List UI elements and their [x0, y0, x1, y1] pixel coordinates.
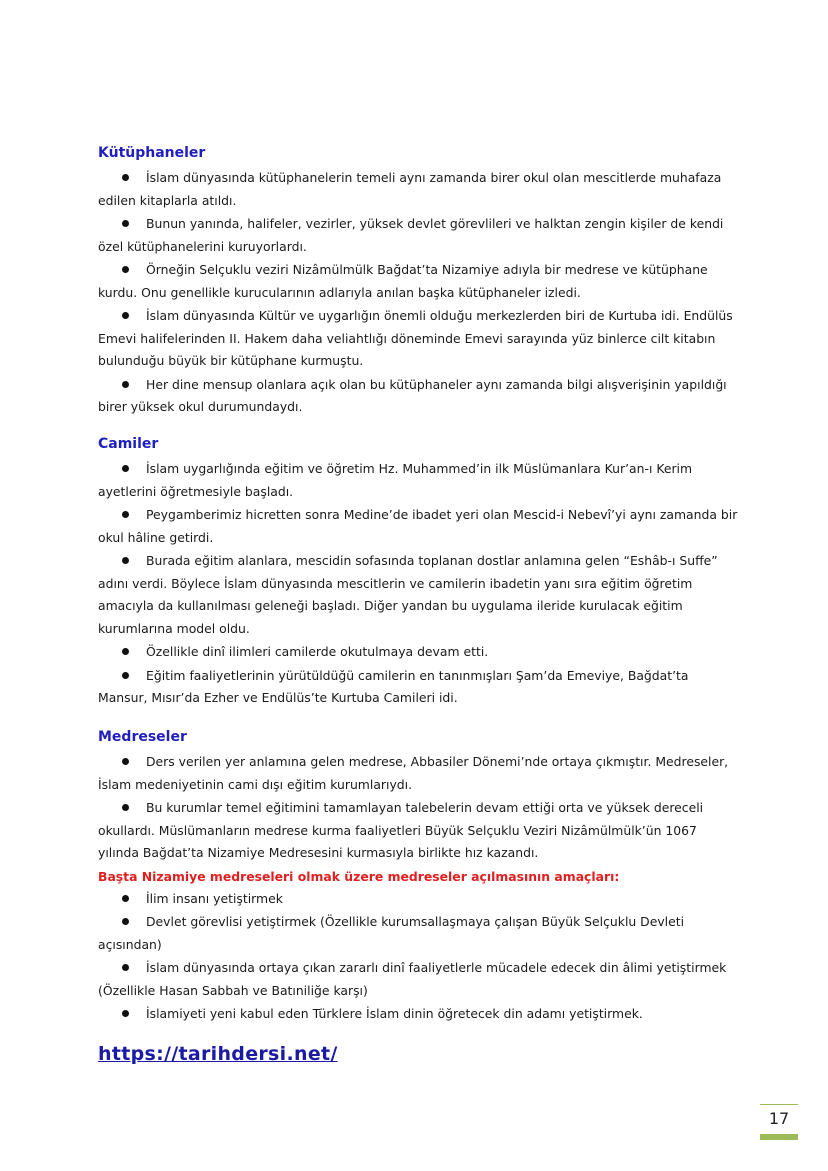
- list-item: İslam dünyasında Kültür ve uygarlığın önemli olduğu merkezlerden biri de Kurtuba idi. Endülüs Emevi halifelerinden II. Hakem daha veliahtlığı döneminde Emevi sarayında yüz binlerce cilt kitabın bulunduğu büyük bir kütüphane kurmuştu.: [98, 308, 733, 368]
- bullet-icon: [122, 804, 129, 811]
- page-number: 17: [768, 1109, 790, 1128]
- list-item: İlim insanı yetiştirmek: [98, 888, 738, 911]
- list-item: İslam dünyasında ortaya çıkan zararlı dinî faaliyetlerle mücadele edecek din âlimi yetiştirmek (Özellikle Hasan Sabbah ve Batıniliğe karşı): [98, 960, 727, 998]
- list-item: Peygamberimiz hicretten sonra Medine’de ibadet yeri olan Mescid-i Nebevî’yi aynı zamanda bir okul hâline getirdi.: [98, 507, 738, 545]
- bullet-icon: [122, 174, 129, 181]
- section-madrasas: [98, 727, 738, 1027]
- bullet-icon: [122, 895, 129, 902]
- bullet-icon: [122, 511, 129, 518]
- list-item: Devlet görevlisi yetiştirmek (Özellikle kurumsallaşmaya çalışan Büyük Selçuklu Devleti açısından): [98, 914, 685, 952]
- list-item: Bu kurumlar temel eğitimini tamamlayan talebelerin devam ettiği orta ve yüksek dereceli okullardı. Müslümanların medrese kurma faaliyetleri Büyük Selçuklu Veziri Nizâmülmülk’ün 1067 yılında Bağdat’ta Nizamiye Medresesini kurmasıyla birlikte hız kazandı.: [98, 800, 704, 860]
- list-item: Bunun yanında, halifeler, vezirler, yüksek devlet görevlileri ve halktan zengin kişiler de kendi özel kütüphanelerini kuruyorlardı.: [98, 216, 724, 254]
- page-number-bar: [760, 1134, 798, 1140]
- bullet-icon: [122, 557, 129, 564]
- bullet-icon: [122, 758, 129, 765]
- bullet-icon: [122, 266, 129, 273]
- page-number-box: [760, 1104, 798, 1140]
- list-item: İslamiyeti yeni kabul eden Türklere İslam dinin öğretecek din adamı yetiştirmek.: [98, 1003, 738, 1026]
- list-item: Eğitim faaliyetlerinin yürütüldüğü camilerin en tanınmışları Şam’da Emeviye, Bağdat’ta Mansur, Mısır’da Ezher ve Endülüs’te Kurtuba Camileri idi.: [98, 667, 689, 705]
- bullet-icon: [122, 648, 129, 655]
- website-link[interactable]: https://tarihdersi.net/: [98, 1043, 338, 1065]
- bullet-icon: [122, 220, 129, 227]
- bullet-icon: [122, 381, 129, 388]
- bullet-icon: [122, 465, 129, 472]
- section-heading: Kütüphaneler: [98, 145, 206, 161]
- list-item: Her dine mensup olanlara açık olan bu kütüphaneler aynı zamanda bilgi alışverişinin yapıldığı birer yüksek okul durumundaydı.: [98, 376, 727, 414]
- list-item: Örneğin Selçuklu veziri Nizâmülmülk Bağdat’ta Nizamiye adıyla bir medrese ve kütüphane kurdu. Onu genellikle kurucularının adlarıyla anılan başka kütüphaneler izledi.: [98, 262, 708, 300]
- list-item: Özellikle dinî ilimleri camilerde okutulmaya devam etti.: [98, 641, 738, 664]
- purposes-heading: Başta Nizamiye medreseleri olmak üzere medreseler açılmasının amaçları:: [98, 868, 620, 884]
- bullet-icon: [122, 964, 129, 971]
- bullet-icon: [122, 918, 129, 925]
- list-item: Ders verilen yer anlamına gelen medrese, Abbasiler Dönemi’nde ortaya çıkmıştır. Medreseler, İslam medeniyetinin cami dışı eğitim kurumlarıydı.: [98, 754, 729, 792]
- section-heading: Medreseler: [98, 729, 187, 745]
- bullet-icon: [122, 312, 129, 319]
- list-item: İslam dünyasında kütüphanelerin temeli aynı zamanda birer okul olan mescitlerde muhafaza edilen kitaplarla atıldı.: [98, 170, 722, 208]
- list-item: İslam uygarlığında eğitim ve öğretim Hz. Muhammed’in ilk Müslümanlara Kur’an-ı Kerim ayetlerini öğretmesiyle başladı.: [98, 461, 693, 499]
- list-item: Burada eğitim alanlara, mescidin sofasında toplanan dostlar anlamına gelen “Eshâb-ı Suffe” adını verdi. Böylece İslam dünyasında mescitlerin ve camilerin ibadetin yanı sıra eğitim öğretim amacıyla da kullanılması geleneği başladı. Diğer yandan bu uygulama ileride kurulacak eğitim kurumlarına model oldu.: [98, 553, 718, 636]
- bullet-icon: [122, 672, 129, 679]
- bullet-icon: [122, 1010, 129, 1017]
- section-mosques: [98, 434, 738, 711]
- section-libraries: [98, 143, 738, 420]
- section-heading: Camiler: [98, 436, 159, 452]
